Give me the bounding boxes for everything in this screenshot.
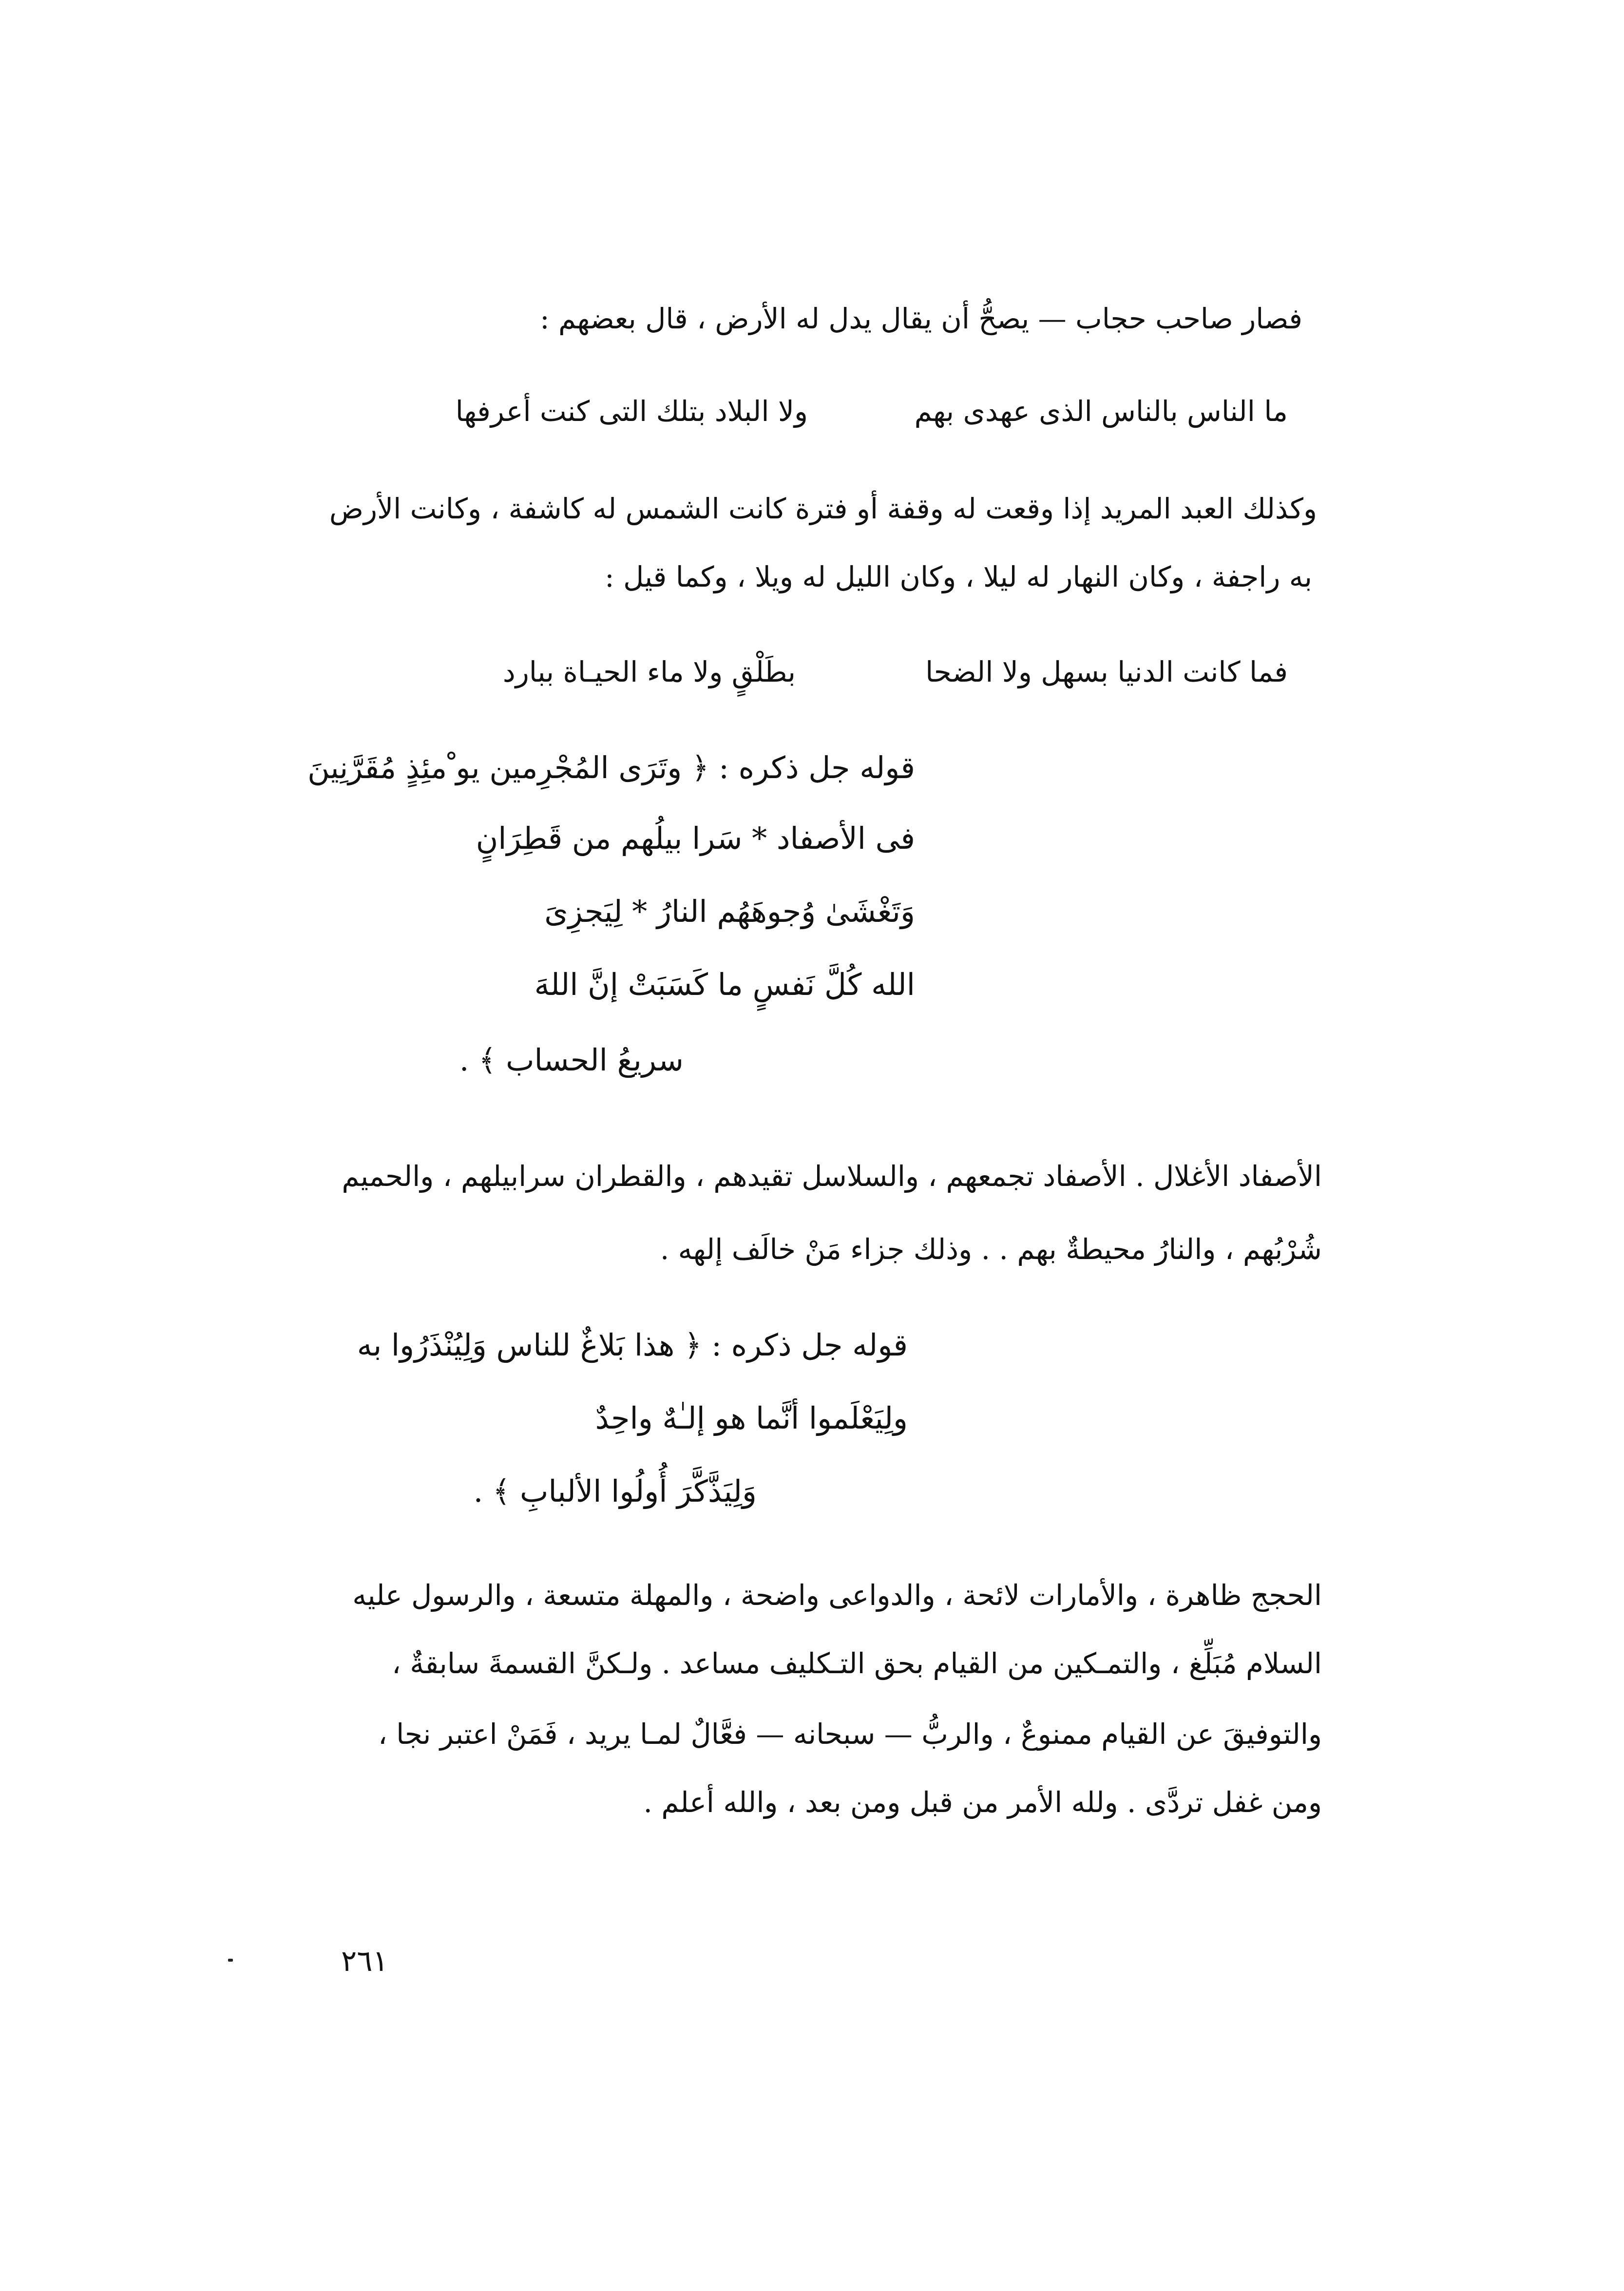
paragraph-3-line-2: شُرْبُهم ، والنارُ محيطةٌ بهم . . وذلك جزاء مَنْ خالَف إلهه .	[660, 1233, 1322, 1266]
quran-1-line-5: سريعُ الحساب ﴾ .	[459, 1042, 684, 1078]
paragraph-2-line-2: به راجفة ، وكان النهار له ليلا ، وكان الليل له ويلا ، وكما قيل :	[605, 560, 1312, 593]
paragraph-4-line-4: ومن غفل تردَّى . ولله الأمر من قبل ومن بعد ، والله أعلم .	[643, 1786, 1322, 1819]
verse-1-first-hemistich: ما الناس بالناس الذى عهدى بهم	[914, 395, 1288, 428]
paragraph-2-line-1: وكذلك العبد المريد إذا وقعت له وقفة أو فترة كانت الشمس له كاشفة ، وكانت الأرض	[329, 492, 1317, 525]
quran-2-line-1: قوله جل ذكره : ﴿ هذا بَلاغٌ للناس وَلِيُنْذَرُوا به	[357, 1327, 908, 1363]
verse-2-second-hemistich: بطَلْقٍ ولا ماء الحيـاة ببارد	[502, 655, 796, 688]
paragraph-4-line-3: والتوفيقَ عن القيام ممنوعٌ ، والربُّ — سبحانه — فعَّالٌ لمـا يريد ، فَمَنْ اعتبر نجا ،	[378, 1718, 1322, 1751]
paragraph-1-line-1: فصار صاحب حجاب — يصحُّ أن يقال يدل له الأرض ، قال بعضهم :	[540, 302, 1302, 335]
quran-2-line-2: ولِيَعْلَموا أنَّما هو إلـٰهٌ واحِدٌ	[595, 1400, 908, 1436]
quran-1-line-2: فى الأصفاد * سَرا بيلُهم من قَطِرَانٍ	[476, 821, 915, 856]
quran-2-line-3: وَلِيَذَّكَّرَ أُولُوا الألبابِ ﴾ .	[473, 1473, 757, 1509]
quran-1-line-4: الله كُلَّ نَفسٍ ما كَسَبَتْ إنَّ اللهَ	[534, 967, 915, 1002]
page-number: ٢٦١	[341, 1944, 388, 1978]
paragraph-4-line-1: الحجج ظاهرة ، والأمارات لائحة ، والدواعى واضحة ، والمهلة متسعة ، والرسول عليه	[352, 1579, 1322, 1612]
scan-speck	[228, 1959, 233, 1962]
verse-2-first-hemistich: فما كانت الدنيا بسهل ولا الضحا	[925, 655, 1288, 688]
verse-1-second-hemistich: ولا البلاد بتلك التى كنت أعرفها	[455, 395, 808, 428]
paragraph-4-line-2: السلام مُبَلِّغ ، والتمـكين من القيام بحق التـكليف مساعد . ولـكنَّ القسمةَ سابقةٌ ،	[392, 1647, 1322, 1680]
quran-1-line-1: قوله جل ذكره : ﴿ وتَرَى المُجْرِمين يو ْمئِذٍ مُقَرَّنِينَ	[307, 750, 915, 785]
quran-1-line-3: وَتَغْشَىٰ وُجوهَهُم النارُ * لِيَجزِىَ	[544, 894, 915, 929]
paragraph-3-line-1: الأصفاد الأغلال . الأصفاد تجمعهم ، والسلاسل تقيدهم ، والقطران سرابيلهم ، والحميم	[342, 1160, 1322, 1193]
